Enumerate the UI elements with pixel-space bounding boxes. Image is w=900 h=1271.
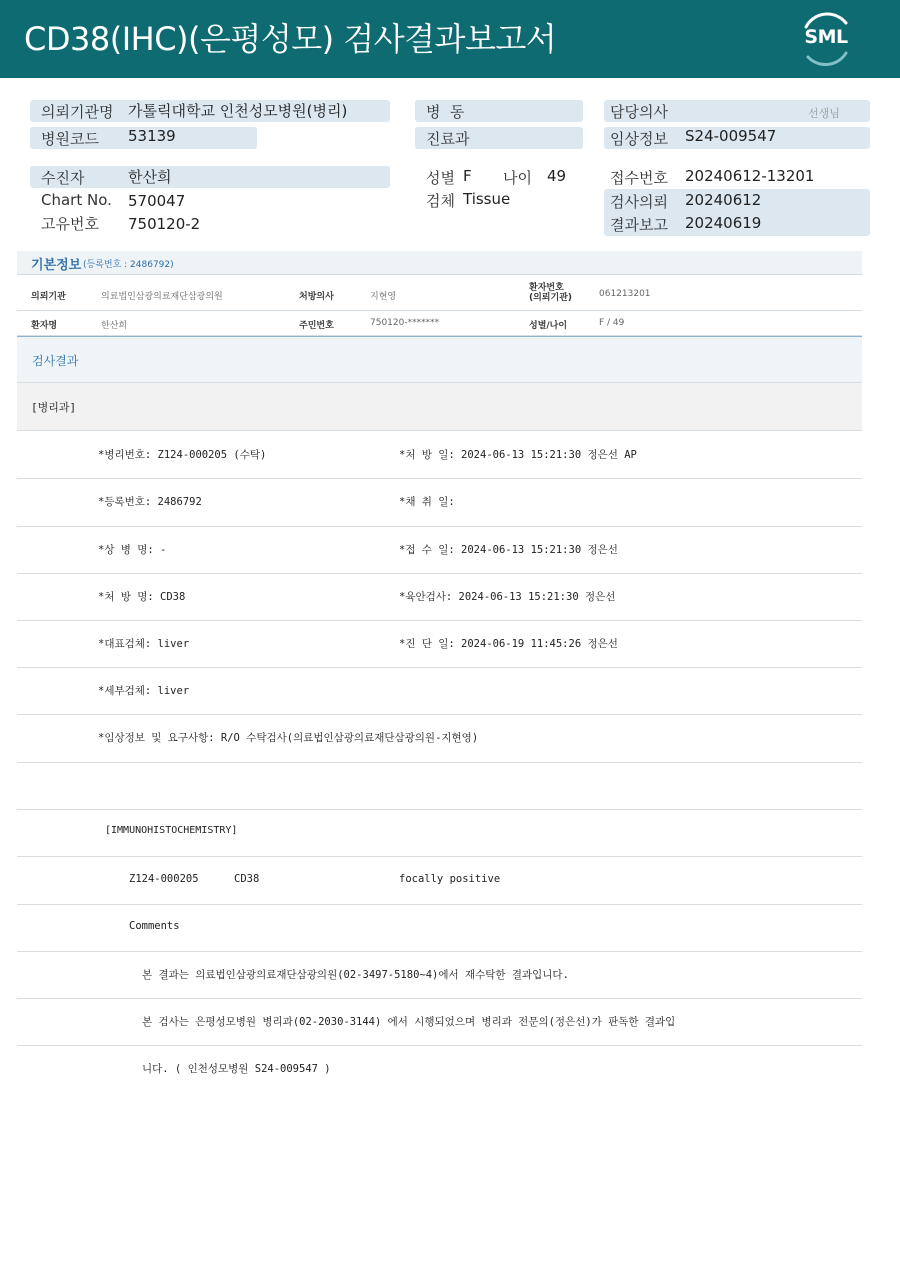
patient-label: 수진자	[41, 169, 85, 187]
ihc-header: [IMMUNOHISTOCHEMISTRY]	[105, 825, 238, 836]
row-divider	[17, 478, 862, 479]
row-divider	[17, 809, 862, 810]
logo-text: SML	[804, 26, 848, 48]
report-value: 20240619	[685, 214, 762, 232]
unique-value: 750120-2	[128, 215, 201, 233]
ihc-id: Z124-000205	[129, 873, 199, 885]
clinical-label: 임상정보	[610, 130, 668, 148]
basic-info-title: 기본정보	[31, 258, 82, 273]
row-divider	[17, 762, 862, 763]
row-divider	[17, 951, 862, 952]
result-line: *처 방 일: 2024-06-13 15:21:30 정은선 AP	[399, 449, 637, 461]
sml-logo	[796, 10, 856, 68]
comment-line: 본 결과는 의료법인삼광의료재단삼광의원(02-3497-5180~4)에서 재수탁한 결과입니다.	[142, 969, 569, 981]
unique-label: 고유번호	[41, 215, 99, 233]
basic-value: 의료법인삼광의료재단삼광의원	[101, 292, 223, 302]
result-line: *접 수 일: 2024-06-13 15:21:30 정은선	[399, 544, 618, 556]
row-divider	[17, 526, 862, 527]
basic-value: 750120-*******	[370, 318, 440, 328]
institution-label: 의뢰기관명	[41, 103, 114, 121]
age-value: 49	[547, 167, 567, 185]
result-line: *채 취 일:	[399, 496, 455, 508]
basic-info-regno: (등록번호 : 2486792)	[83, 260, 174, 270]
result-line: *육안검사: 2024-06-13 15:21:30 정은선	[399, 591, 616, 603]
department-label: 진료과	[426, 130, 470, 148]
hospital-code-label: 병원코드	[41, 130, 99, 148]
basic-label-sub: (의뢰기관)	[529, 293, 573, 303]
hospital-code-value: 53139	[128, 127, 176, 145]
basic-info-row	[17, 276, 862, 311]
basic-label: 환자번호	[529, 283, 564, 293]
age-label: 나이	[503, 169, 532, 187]
doctor-suffix: 선생님	[808, 107, 840, 120]
ward-label: 병 동	[426, 103, 465, 121]
basic-label: 의뢰기관	[31, 292, 66, 302]
request-value: 20240612	[685, 191, 762, 209]
result-line: *상 병 명: -	[98, 544, 167, 556]
department-row	[17, 383, 862, 431]
ihc-marker: CD38	[234, 873, 260, 885]
basic-value: 한산희	[101, 321, 128, 331]
receipt-label: 접수번호	[610, 169, 668, 187]
result-line: *진 단 일: 2024-06-19 11:45:26 정은선	[399, 638, 618, 650]
row-divider	[17, 856, 862, 857]
receipt-value: 20240612-13201	[685, 167, 815, 185]
institution-value: 가톨릭대학교 인천성모병원(병리)	[128, 102, 348, 120]
comment-line: 본 검사는 은평성모병원 병리과(02-2030-3144) 에서 시행되었으며 병리과 전문의(정은선)가 판독한 결과입	[142, 1016, 676, 1028]
row-divider	[17, 573, 862, 574]
basic-value: F / 49	[599, 318, 625, 328]
specimen-label: 검체	[426, 192, 455, 210]
basic-label: 처방의사	[299, 292, 334, 302]
row-divider	[17, 620, 862, 621]
ihc-result: focally positive	[399, 873, 501, 885]
results-title: 검사결과	[32, 354, 79, 368]
result-line: *병리번호: Z124-000205 (수탁)	[98, 449, 267, 461]
sex-value: F	[463, 167, 472, 185]
basic-label: 주민번호	[299, 321, 334, 331]
result-line: *세부검체: liver	[98, 685, 190, 697]
result-line: *임상정보 및 요구사항: R/O 수탁검사(의료법인삼광의료재단삼광의원-지현영)	[98, 732, 479, 744]
sex-label: 성별	[426, 169, 455, 187]
basic-value: 061213201	[599, 289, 651, 299]
row-divider	[17, 1045, 862, 1046]
row-divider	[17, 667, 862, 668]
doctor-label: 담당의사	[610, 103, 668, 121]
row-divider	[17, 714, 862, 715]
chart-label: Chart No.	[41, 191, 112, 209]
basic-label: 성별/나이	[529, 321, 568, 331]
result-line: *대표검체: liver	[98, 638, 190, 650]
results-header	[17, 336, 862, 383]
basic-info-bar	[17, 251, 862, 275]
comments-label: Comments	[129, 920, 180, 932]
report-label: 결과보고	[610, 216, 668, 234]
basic-value: 지현영	[370, 292, 397, 302]
result-line: *처 방 명: CD38	[98, 591, 186, 603]
row-divider	[17, 904, 862, 905]
department-name: [병리과]	[31, 401, 77, 414]
report-title: CD38(IHC)(은평성모) 검사결과보고서	[24, 20, 557, 58]
result-line: *등록번호: 2486792	[98, 496, 202, 508]
comment-line: 니다. ( 인천성모병원 S24-009547 )	[142, 1063, 331, 1075]
basic-info-row	[17, 311, 862, 336]
row-divider	[17, 998, 862, 999]
specimen-value: Tissue	[463, 190, 511, 208]
chart-value: 570047	[128, 192, 186, 210]
basic-label: 환자명	[31, 321, 58, 331]
request-label: 검사의뢰	[610, 193, 668, 211]
clinical-value: S24-009547	[685, 127, 777, 145]
patient-value: 한산희	[128, 168, 172, 186]
report-header	[0, 0, 900, 78]
